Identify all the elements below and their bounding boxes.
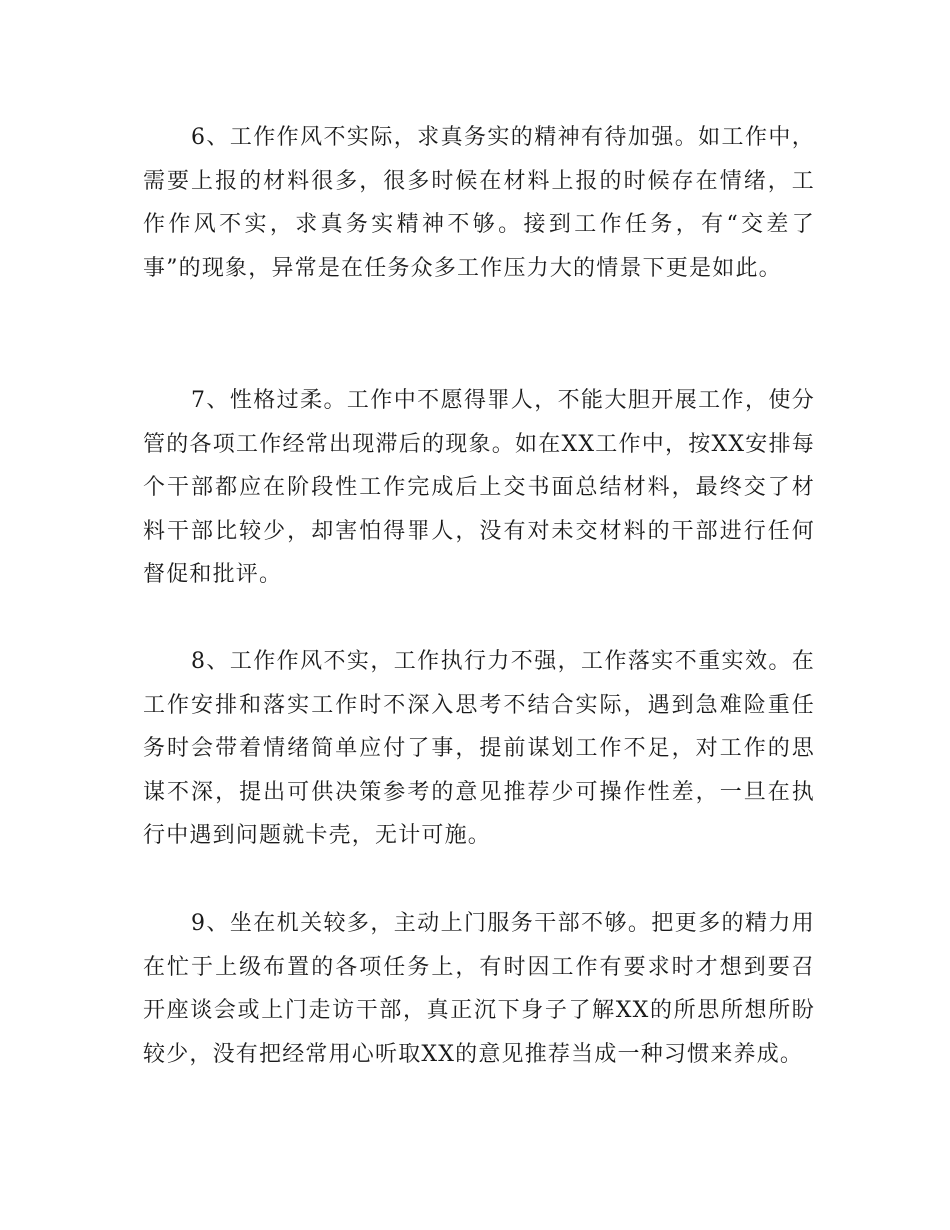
paragraph-7: 7、性格过柔。工作中不愿得罪人，不能大胆开展工作，使分管的各项工作经常出现滞后的现象。如在XX工作中，按XX安排每个干部都应在阶段性工作完成后上交书面总结材料，最终交了材料干部比较少，却害怕得罪人，没有对未交材料的干部进行任何督促和批评。 xyxy=(143,388,815,587)
paragraph-6: 6、工作作风不实际，求真务实的精神有待加强。如工作中，需要上报的材料很多，很多时候在材料上报的时候存在情绪，工作作风不实，求真务实精神不够。接到工作任务，有“交差了事”的现象，异常是在任务众多工作压力大的情景下更是如此。 xyxy=(143,125,815,281)
paragraph-8: 8、工作作风不实，工作执行力不强，工作落实不重实效。在工作安排和落实工作时不深入思考不结合实际，遇到急难险重任务时会带着情绪简单应付了事，提前谋划工作不足，对工作的思谋不深，提出可供决策参考的意见推荐少可操作性差，一旦在执行中遇到问题就卡壳，无计可施。 xyxy=(143,649,815,848)
paragraph-9: 9、坐在机关较多，主动上门服务干部不够。把更多的精力用在忙于上级布置的各项任务上，有时因工作有要求时才想到要召开座谈会或上门走访干部，真正沉下身子了解XX的所思所想所盼较少，没有把经常用心听取XX的意见推荐当成一种习惯来养成。 xyxy=(143,911,815,1067)
